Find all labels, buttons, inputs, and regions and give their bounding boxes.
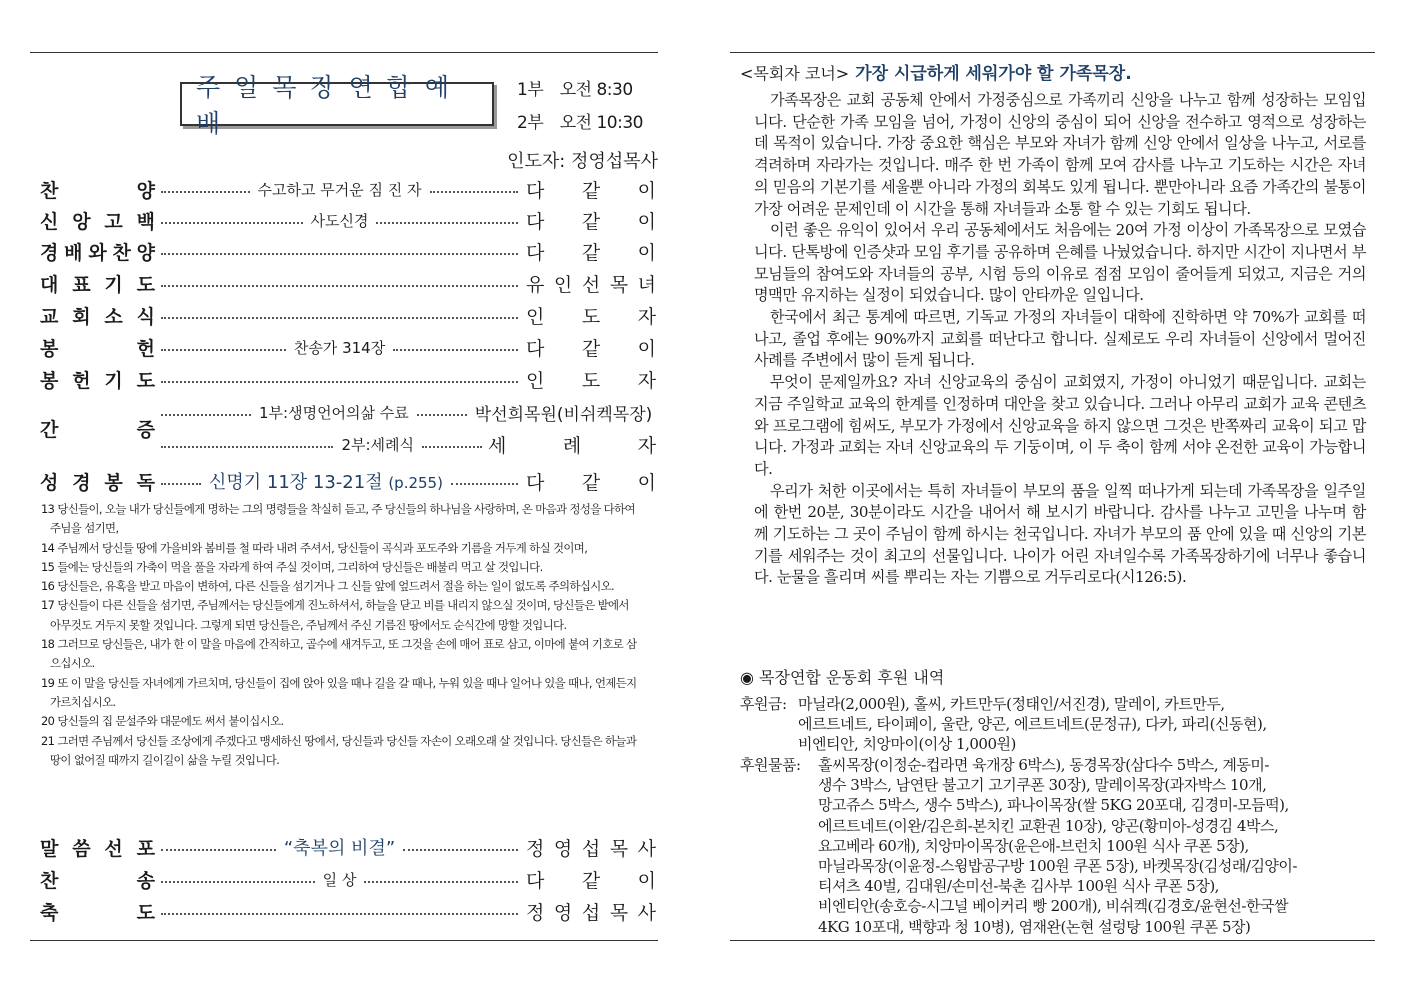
order-person-char: 자 (637, 369, 656, 392)
scripture-label-char: 성 (40, 471, 59, 494)
scripture-verses (41, 500, 641, 770)
scripture-label-char: 봉 (104, 471, 123, 494)
leader-dots (161, 849, 276, 851)
order-person-char: 목 (609, 273, 629, 296)
verse: 21 그러면 주님께서 당신들 조상에게 주겠다고 맹세하신 땅에서, 당신들과 당신들 자손이 오래오래 살 것입니다. 당신들은 하늘과 땅이 없어질 때까지 길이길이 삶을 누릴 것입니다. (41, 733, 637, 767)
leader-dots (161, 222, 303, 224)
order-person-char: 인 (526, 369, 545, 392)
order-person (526, 834, 656, 861)
testimony-label-char: 증 (136, 419, 155, 441)
order-label-char: 말 (40, 837, 59, 860)
order-row (40, 896, 656, 926)
order-person-char: 도 (581, 369, 601, 392)
order-person-char: 정 (526, 837, 545, 860)
leader-dots (161, 913, 518, 915)
verse: 17 당신들이 다른 신들을 섬기면, 주님께서는 당신들에게 진노하셔서, 하늘을 닫고 비를 내리지 않으실 것이며, 당신들은 밭에서 아무것도 거두지 못할 것입니다. 그렇게 되면 당신들은, 주님께서 주신 기름진 땅에서도 순식간에 망할 것입니다. (41, 598, 629, 632)
order-label-char: 양 (136, 241, 155, 264)
order-person (526, 866, 656, 893)
order-row (40, 300, 656, 330)
right-bottom-rule (730, 940, 1375, 941)
order-label-char: 찬 (112, 241, 131, 264)
scripture-page: (p.255) (388, 474, 443, 492)
order-label-char: 봉 (40, 337, 59, 360)
testimony-person-char: 례 (562, 434, 582, 457)
order-person-char: 사 (637, 901, 656, 924)
testimony-person-2 (488, 431, 656, 458)
money-label: 후원금: (740, 695, 787, 713)
order-person-char: 이 (637, 179, 656, 202)
order-label-char: 송 (136, 869, 155, 892)
order-person (526, 176, 656, 203)
column-paragraph: 이런 좋은 유익이 있어서 우리 공동체에서도 처음에는 20여 가정 이상이 가족목장으로 모였습니다. 단톡방에 인증샷과 모임 후기를 공유하며 은혜를 나눴었습니다. 하지만 시간이 지나면서 부모님들의 참여도와 자녀들의 공부, 시험 등의 이유로 점점 모임이 줄어들게 되었고, 지금은 거의 명맥만 유지하는 실정이 되었습니다. 많이 안타까운 일입니다. (754, 221, 1366, 305)
order-person-char: 이 (637, 337, 656, 360)
goods-donations (740, 755, 1370, 940)
order-label-char: 교 (40, 305, 59, 328)
leader-dots (403, 849, 518, 851)
column-paragraph: 무엇이 문제일까요? 자녀 신앙교육의 중심이 교회였지, 가정이 아니었기 때문입니다. 교회는 지금 주일학교 교육의 한계를 인정하며 대안을 찾고 있습니다. 그러나 아무리 교회가 교육 콘텐츠와 프로그램에 힘써도, 부모가 가정에서 신앙교육을 하지 않으면 그것은 반쪽짜리 교육이 되고 맙니다. 가정과 교회는 자녀 신앙교육의 두 기둥이며, 이 두 축이 함께 서야 온전한 교육이 가능합니다. (754, 373, 1366, 478)
order-leader (161, 907, 518, 915)
order-row (40, 832, 656, 862)
support-line: 에르트네트(이완/김은희-본치킨 교환권 10장), 양곤(황미아-성경김 4박스, (818, 816, 1279, 835)
testimony-person-char: 자 (637, 434, 656, 457)
order-label (40, 302, 155, 329)
order-label (40, 207, 155, 234)
scripture-passage (201, 468, 451, 494)
support-line: 비엔티안(송호승-시그널 베이커리 빵 200개), 비쉬켁(김경호/윤현선-한국쌀 (818, 897, 1288, 916)
leader-dots (161, 349, 286, 351)
testimony-event-2: 2부:세례식 (341, 435, 414, 454)
order-detail: 사도신경 (310, 211, 369, 230)
order-person-char: 목 (609, 901, 629, 924)
order-leader (161, 179, 518, 200)
order-row (40, 864, 656, 894)
leader-dots (161, 881, 315, 883)
order-person-char: 다 (526, 241, 545, 264)
service-time-1: 1부 오전 8:30 (517, 80, 633, 100)
support-line: 생수 3박스, 남연탄 불고기 고기쿠폰 30장), 말레이목장(과자박스 10개, (818, 776, 1267, 795)
order-label-char: 기 (104, 369, 123, 392)
order-leader (161, 375, 518, 383)
order-detail: 일 상 (322, 870, 357, 889)
order-label-char: 경 (40, 241, 59, 264)
order-person (526, 334, 656, 361)
testimony-block (40, 399, 656, 461)
verse: 18 그러므로 당신들은, 내가 한 이 말을 마음에 간직하고, 골수에 새겨두고, 또 그것을 손에 매어 표로 삼고, 이마에 붙여 기호로 삼으십시오. (41, 637, 637, 671)
order-person-char: 영 (553, 837, 573, 860)
order-label-char: 선 (104, 837, 123, 860)
order-row (40, 205, 656, 235)
support-line: 티셔츠 40벌, 김대원/손미선-북촌 김사부 100원 식사 쿠폰 5장), (818, 877, 1219, 896)
scripture-label (40, 468, 155, 495)
scripture-person-char: 다 (526, 471, 545, 494)
support-line: 마닐라(2,000원), 홀씨, 카트만두(정태인/서진경), 말레이, 카트만두, (798, 695, 1225, 713)
leader-dots (417, 414, 467, 416)
order-label (40, 334, 155, 361)
testimony-line-1 (161, 399, 656, 425)
leader-dots (161, 381, 518, 383)
scripture-reference: 신명기 11장 13-21절 (209, 472, 383, 493)
order-label (40, 366, 155, 393)
order-person-char: 이 (637, 241, 656, 264)
testimony-label-char: 간 (40, 419, 59, 441)
order-person-char: 섭 (581, 901, 601, 924)
column-paragraph: 가족목장은 교회 공동체 안에서 가정중심으로 가족끼리 신앙을 나누고 함께 성장하는 모임입니다. 단순한 가족 모임을 넘어, 가정이 신앙의 중심이 되어 신앙을 전수하고 영적으로 성장하는 데 목적이 있습니다. 가장 중요한 핵심은 부모와 자녀가 함께 신앙 안에서 일상을 나누고, 서로를 격려하며 자라가는 것입니다. 매주 한 번 가족이 함께 모여 감사를 나누고 기도하는 시간은 자녀의 믿음의 기본기를 세울뿐 아니라 가정의 회복도 있게 됩니다. 뿐만아니라 요즘 가족간의 불통이 가장 어려운 문제인데 이 시간을 통해 자녀들과 소통 할 수 있는 기회도 됩니다. (754, 91, 1366, 218)
verse: 19 또 이 말을 당신들 자녀에게 가르치며, 당신들이 집에 앉아 있을 때나 길을 갈 때나, 누워 있을 때나 일어나 있을 때나, 언제든지 가르치십시오. (41, 675, 637, 709)
leader-dots (393, 349, 518, 351)
order-row (40, 236, 656, 266)
order-detail: “축복의 비결” (283, 838, 396, 859)
verse: 15 들에는 당신들의 가축이 먹을 풀을 자라게 하여 주실 것이며, 그리하여 당신들은 배불리 먹고 살 것입니다. (41, 559, 543, 574)
support-title: ◉ 목장연합 운동회 후원 내역 (740, 668, 945, 687)
order-label-char: 도 (136, 369, 155, 392)
leader-dots (161, 285, 518, 287)
testimony-event-1: 1부:생명언어의삶 수료 (259, 403, 409, 422)
order-label-char: 식 (136, 305, 155, 328)
leader-dots (430, 191, 519, 193)
order-label-char: 도 (136, 273, 155, 296)
order-label-char: 와 (88, 241, 107, 264)
order-person-char: 목 (609, 837, 629, 860)
order-detail: 수고하고 무거운 짐 진 자 (257, 180, 422, 199)
order-person-char: 선 (581, 273, 601, 296)
order-label-char: 씀 (72, 837, 91, 860)
order-label-char: 도 (136, 901, 155, 924)
order-label-char: 포 (136, 837, 155, 860)
verse: 14 주님께서 당신들 땅에 가을비와 봄비를 철 따라 내려 주셔서, 당신들이 곡식과 포도주와 기름을 거두게 하실 것이며, (41, 540, 588, 555)
order-person (526, 302, 656, 329)
leader-dots (161, 253, 518, 255)
order-person-char: 녀 (637, 273, 656, 296)
verse: 20 당신들의 집 문설주와 대문에도 써서 붙이십시오. (41, 714, 284, 729)
order-label (40, 898, 155, 925)
left-bottom-rule (30, 940, 658, 941)
order-leader (161, 337, 518, 358)
leader-dots (364, 881, 518, 883)
support-line: 마닐라목장(이윤정-스윙밥공구방 100원 쿠폰 5장), 바켓목장(김성래/김양이- (818, 857, 1297, 876)
leader-dots (451, 483, 518, 485)
order-person (526, 898, 656, 925)
leader-dots (161, 446, 333, 448)
order-row (40, 174, 656, 204)
scripture-person (526, 468, 656, 495)
order-label-char: 배 (64, 241, 83, 264)
order-row (40, 268, 656, 298)
order-label-char: 앙 (72, 210, 91, 233)
order-row (40, 364, 656, 394)
left-top-rule (30, 52, 658, 53)
order-label-char: 찬 (40, 869, 59, 892)
leader-dots (161, 414, 251, 416)
order-label-char: 소 (104, 305, 123, 328)
scripture-label-char: 경 (72, 471, 91, 494)
order-person-char: 같 (581, 210, 601, 233)
scripture-person-char: 같 (581, 471, 601, 494)
order-label (40, 270, 155, 297)
testimony-person-1: 박선희목원(비쉬켁목장) (474, 404, 653, 425)
order-label-char: 대 (40, 273, 59, 296)
order-person (526, 270, 656, 297)
order-person-char: 유 (526, 273, 545, 296)
order-leader (161, 279, 518, 287)
order-label (40, 238, 155, 265)
order-leader (161, 210, 518, 231)
order-person-char: 다 (526, 869, 545, 892)
order-person-char: 이 (637, 869, 656, 892)
leader-dots (161, 317, 518, 319)
leader-dots (161, 483, 201, 485)
pastor-corner-heading (740, 59, 1132, 84)
order-leader (161, 247, 518, 255)
support-line: 요고베라 60개), 치앙마이목장(윤은애-브런치 100원 식사 쿠폰 5장), (818, 836, 1249, 855)
order-label-char: 백 (136, 210, 155, 233)
scripture-label-char: 독 (136, 471, 155, 494)
support-line: 비엔티안, 치앙마이(이상 1,000원) (798, 735, 1016, 754)
order-person-char: 같 (581, 241, 601, 264)
order-person (526, 207, 656, 234)
order-person-char: 인 (526, 305, 545, 328)
order-label (40, 866, 155, 893)
pastor-column (754, 90, 1366, 589)
verse: 13 당신들이, 오늘 내가 당신들에게 명하는 그의 명령들을 착실히 듣고, 주 당신들의 하나님을 사랑하며, 온 마음과 정성을 다하여 주님을 섬기면, (41, 502, 635, 536)
order-person-char: 자 (637, 305, 656, 328)
testimony-person-char: 세 (488, 434, 507, 457)
order-label-char: 기 (104, 273, 123, 296)
order-person-char: 같 (581, 337, 601, 360)
column-paragraph: 한국에서 최근 통계에 따르면, 기독교 가정의 자녀들이 대학에 진학하면 약 70%가 교회를 떠나고, 졸업 후에는 90%까지 교회를 떠난다고 합니다. 실제로도 우리 자녀들이 신앙에서 멀어진 사례를 주변에서 많이 듣게 됩니다. (754, 308, 1366, 370)
order-person-char: 같 (581, 179, 601, 202)
order-person-char: 다 (526, 337, 545, 360)
order-label-char: 회 (72, 305, 91, 328)
leader-dots (161, 191, 250, 193)
support-line: 에르트네트, 타이페이, 울란, 양곤, 에르트네트(문정규), 다카, 파리(신동현), (798, 715, 1267, 734)
order-label (40, 176, 155, 203)
order-person-char: 같 (581, 869, 601, 892)
order-label-char: 축 (40, 901, 59, 924)
leader-name: 인도자: 정영섭목사 (507, 151, 658, 172)
scripture-person-char: 이 (637, 471, 656, 494)
order-detail: 찬송가 314장 (293, 338, 386, 357)
order-person-char: 이 (637, 210, 656, 233)
support-line: 4KG 10포대, 백향과 청 10병), 염재완(논현 설렁탕 100원 쿠폰 5장) (818, 917, 1251, 936)
leader-dots (376, 222, 518, 224)
goods-label: 후원물품: (740, 756, 801, 774)
order-label-char: 찬 (40, 179, 59, 202)
scripture-row (40, 466, 656, 496)
order-row (40, 332, 656, 362)
order-leader (161, 834, 518, 860)
order-label (40, 834, 155, 861)
service-time-2: 2부 오전 10:30 (517, 113, 643, 133)
order-person-char: 인 (553, 273, 573, 296)
order-person-char: 사 (637, 837, 656, 860)
column-paragraph: 우리가 처한 이곳에서는 특히 자녀들이 부모의 품을 일찍 떠나가게 되는데 가족목장을 일주일에 한번 20분, 30분이라도 시간을 내어서 해 보시기 바랍니다. 감사를 나누고 고민을 나누며 함께 기도하는 그 곳이 주님이 함께 하시는 천국입니다. 자녀가 부모의 품 안에 있을 때 신앙의 기본기를 세워주는 것이 최고의 선물입니다. 나이가 어린 자녀일수록 가족목장하기에 너무나 좋습니다. 눈물을 흘리며 씨를 뿌리는 자는 기쁨으로 거두리로다(시126:5). (754, 481, 1366, 587)
corner-label: <목회자 코너> (740, 64, 850, 83)
testimony-line-2 (161, 431, 656, 457)
order-label-char: 고 (104, 210, 123, 233)
scripture-leader (161, 468, 518, 494)
corner-title: 가장 시급하게 세워가야 할 가족목장. (855, 64, 1132, 84)
support-line: 망고쥬스 5박스, 생수 5박스), 파나이목장(쌀 5KG 20포대, 김경미-모듬떡), (818, 796, 1289, 815)
order-person-char: 영 (553, 901, 573, 924)
order-leader (161, 869, 518, 890)
order-person (526, 366, 656, 393)
support-line: 홀씨목장(이정순-컵라면 육개장 6박스), 동경목장(삼다수 5박스, 계동미- (818, 756, 1269, 774)
order-label-char: 헌 (72, 369, 91, 392)
order-person-char: 정 (526, 901, 545, 924)
verse: 16 당신들은, 유혹을 받고 마음이 변하여, 다른 신들을 섬기거나 그 신들 앞에 엎드려서 절을 하는 일이 없도록 주의하십시오. (41, 579, 615, 594)
money-lines (798, 694, 1267, 755)
order-person (526, 238, 656, 265)
page-title: 주일목장연합예배 (180, 82, 494, 126)
right-top-rule (730, 52, 1375, 53)
order-label-char: 봉 (40, 369, 59, 392)
order-person-char: 다 (526, 179, 545, 202)
order-label-char: 헌 (136, 337, 155, 360)
leader-dots (422, 446, 482, 448)
testimony-label (40, 415, 155, 442)
order-label-char: 표 (72, 273, 91, 296)
order-person-char: 섭 (581, 837, 601, 860)
order-leader (161, 311, 518, 319)
order-person-char: 다 (526, 210, 545, 233)
order-label-char: 신 (40, 210, 59, 233)
order-label-char: 양 (136, 179, 155, 202)
order-person-char: 도 (581, 305, 601, 328)
goods-lines (818, 755, 1297, 937)
money-donations (740, 694, 1370, 756)
